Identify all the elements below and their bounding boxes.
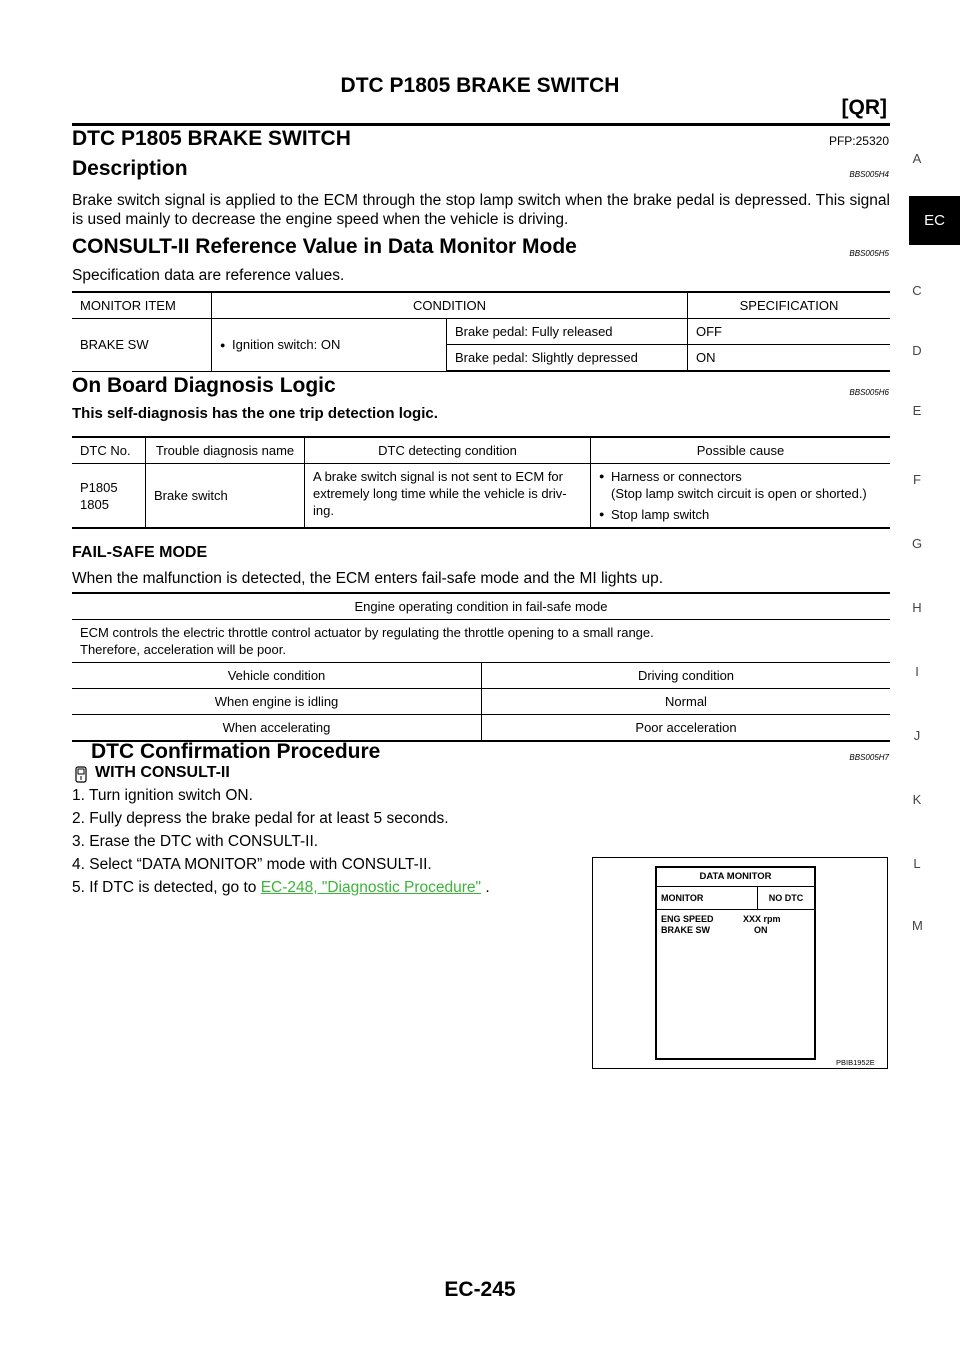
col-driving-condition: Driving condition — [482, 663, 891, 689]
obd-heading: On Board Diagnosis Logic — [72, 374, 336, 397]
section-title: DTC P1805 BRAKE SWITCH — [72, 127, 351, 150]
step-1: 1. Turn ignition switch ON. — [72, 787, 253, 804]
side-index-d[interactable]: D — [912, 343, 922, 358]
condition-cell: ● Ignition switch: ON — [220, 337, 340, 352]
side-index-k[interactable]: K — [912, 792, 922, 807]
eng-speed-label: ENG SPEED — [661, 914, 714, 924]
side-index-i[interactable]: I — [915, 664, 919, 679]
side-index-j[interactable]: J — [913, 728, 921, 743]
screen-row-brake-sw — [657, 924, 814, 935]
col-possible-cause: Possible cause — [591, 437, 891, 464]
possible-cause — [591, 464, 891, 529]
data-monitor-screen — [655, 866, 816, 1060]
side-index-m[interactable]: M — [912, 918, 923, 933]
step-5-suffix: . — [481, 879, 490, 896]
col-trouble-name: Trouble diagnosis name — [146, 437, 305, 464]
failsafe-text: When the malfunction is detected, the ECM enters fail-safe mode and the MI lights up. — [72, 570, 664, 587]
side-index-a[interactable]: A — [912, 151, 922, 166]
cause-stop-lamp: ● Stop lamp switch — [599, 506, 882, 523]
consult-tool-icon — [72, 765, 90, 785]
obd-table — [72, 436, 890, 529]
condition-row-1: Brake pedal: Fully released — [447, 319, 688, 345]
side-index-f[interactable]: F — [913, 472, 921, 487]
side-index-e[interactable]: E — [912, 403, 922, 418]
consult-table — [72, 291, 890, 372]
step-5-text: 5. If DTC is detected, go to — [72, 879, 257, 896]
screen-col-monitor: MONITOR — [657, 887, 758, 909]
vehicle-idling: When engine is idling — [72, 689, 482, 715]
dtc-code: 1805 — [80, 496, 109, 512]
description-heading: Description — [72, 157, 188, 180]
driving-normal: Normal — [482, 689, 891, 715]
description-code: BBS005H4 — [849, 170, 889, 179]
engine-tag: [QR] — [841, 96, 887, 119]
dtc-p-code: P1805 — [80, 479, 118, 495]
col-specification: SPECIFICATION — [688, 292, 891, 319]
detect-condition: A brake switch signal is not sent to ECM for extremely long time while the vehicle is driv-ing. — [305, 464, 591, 529]
side-index-l[interactable]: L — [913, 856, 921, 871]
consult-note: Specification data are reference values. — [72, 267, 345, 284]
screen-col-nodtc: NO DTC — [768, 893, 804, 903]
running-header-title: DTC P1805 BRAKE SWITCH — [340, 74, 620, 97]
side-index-ec[interactable]: EC — [909, 196, 960, 245]
spec-row-2: ON — [688, 345, 891, 372]
header-rule — [72, 123, 890, 126]
failsafe-desc — [72, 620, 890, 663]
failsafe-desc-1: ECM controls the electric throttle control actuator by regulating the throttle opening to a small range. — [80, 625, 654, 640]
col-monitor-item: MONITOR ITEM — [72, 292, 212, 319]
trouble-name: Brake switch — [146, 464, 305, 529]
description-text: Brake switch signal is applied to the ECM through the stop lamp switch when the brake pedal is depressed. This signal is used mainly to decrease the engine speed when the vehicle is driving. — [72, 192, 890, 228]
step-5 — [72, 879, 490, 897]
col-vehicle-condition: Vehicle condition — [72, 663, 482, 689]
page-number: EC-245 — [444, 1278, 516, 1301]
screen-title: DATA MONITOR — [657, 868, 814, 887]
failsafe-table — [72, 592, 890, 742]
obd-code: BBS005H6 — [849, 388, 889, 397]
monitor-item-cell: BRAKE SW — [72, 319, 212, 372]
screen-header-row — [657, 887, 814, 910]
brake-sw-label: BRAKE SW — [661, 925, 710, 935]
figure-code: PBIB1952E — [836, 1058, 875, 1067]
screen-row-eng-speed — [657, 910, 814, 924]
col-detect-condition: DTC detecting condition — [305, 437, 591, 464]
col-condition: CONDITION — [212, 292, 688, 319]
eng-speed-value: XXX rpm — [743, 914, 781, 924]
driving-poor: Poor acceleration — [482, 715, 891, 742]
dtc-number — [72, 464, 146, 529]
consult-subheading: WITH CONSULT-II — [95, 764, 230, 781]
condition-row-2: Brake pedal: Slightly depressed — [447, 345, 688, 372]
brake-sw-value: ON — [754, 925, 768, 935]
consult-code: BBS005H5 — [849, 249, 889, 258]
failsafe-desc-2: Therefore, acceleration will be poor. — [80, 642, 286, 657]
col-dtc-no: DTC No. — [72, 437, 146, 464]
confirm-heading: DTC Confirmation Procedure — [91, 740, 381, 763]
side-index-c[interactable]: C — [912, 283, 922, 298]
failsafe-heading: FAIL-SAFE MODE — [72, 544, 208, 561]
cause-harness: ● Harness or connectors — [599, 468, 882, 485]
step-4: 4. Select “DATA MONITOR” mode with CONSULT-II. — [72, 856, 432, 873]
diagnostic-procedure-link[interactable]: EC-248, "Diagnostic Procedure" — [260, 879, 482, 896]
vehicle-accelerating: When accelerating — [72, 715, 482, 742]
step-2: 2. Fully depress the brake pedal for at least 5 seconds. — [72, 810, 449, 827]
consult-heading: CONSULT-II Reference Value in Data Monitor Mode — [72, 235, 577, 258]
obd-note: This self-diagnosis has the one trip detection logic. — [72, 405, 438, 422]
failsafe-table-header: Engine operating condition in fail-safe mode — [72, 593, 890, 620]
spec-row-1: OFF — [688, 319, 891, 345]
step-3: 3. Erase the DTC with CONSULT-II. — [72, 833, 319, 850]
cause-harness-note: (Stop lamp switch circuit is open or shorted.) — [611, 486, 867, 501]
side-index-h[interactable]: H — [912, 600, 922, 615]
side-index-g[interactable]: G — [912, 536, 923, 551]
pfp-code: PFP:25320 — [828, 134, 889, 148]
confirm-code: BBS005H7 — [849, 753, 889, 762]
